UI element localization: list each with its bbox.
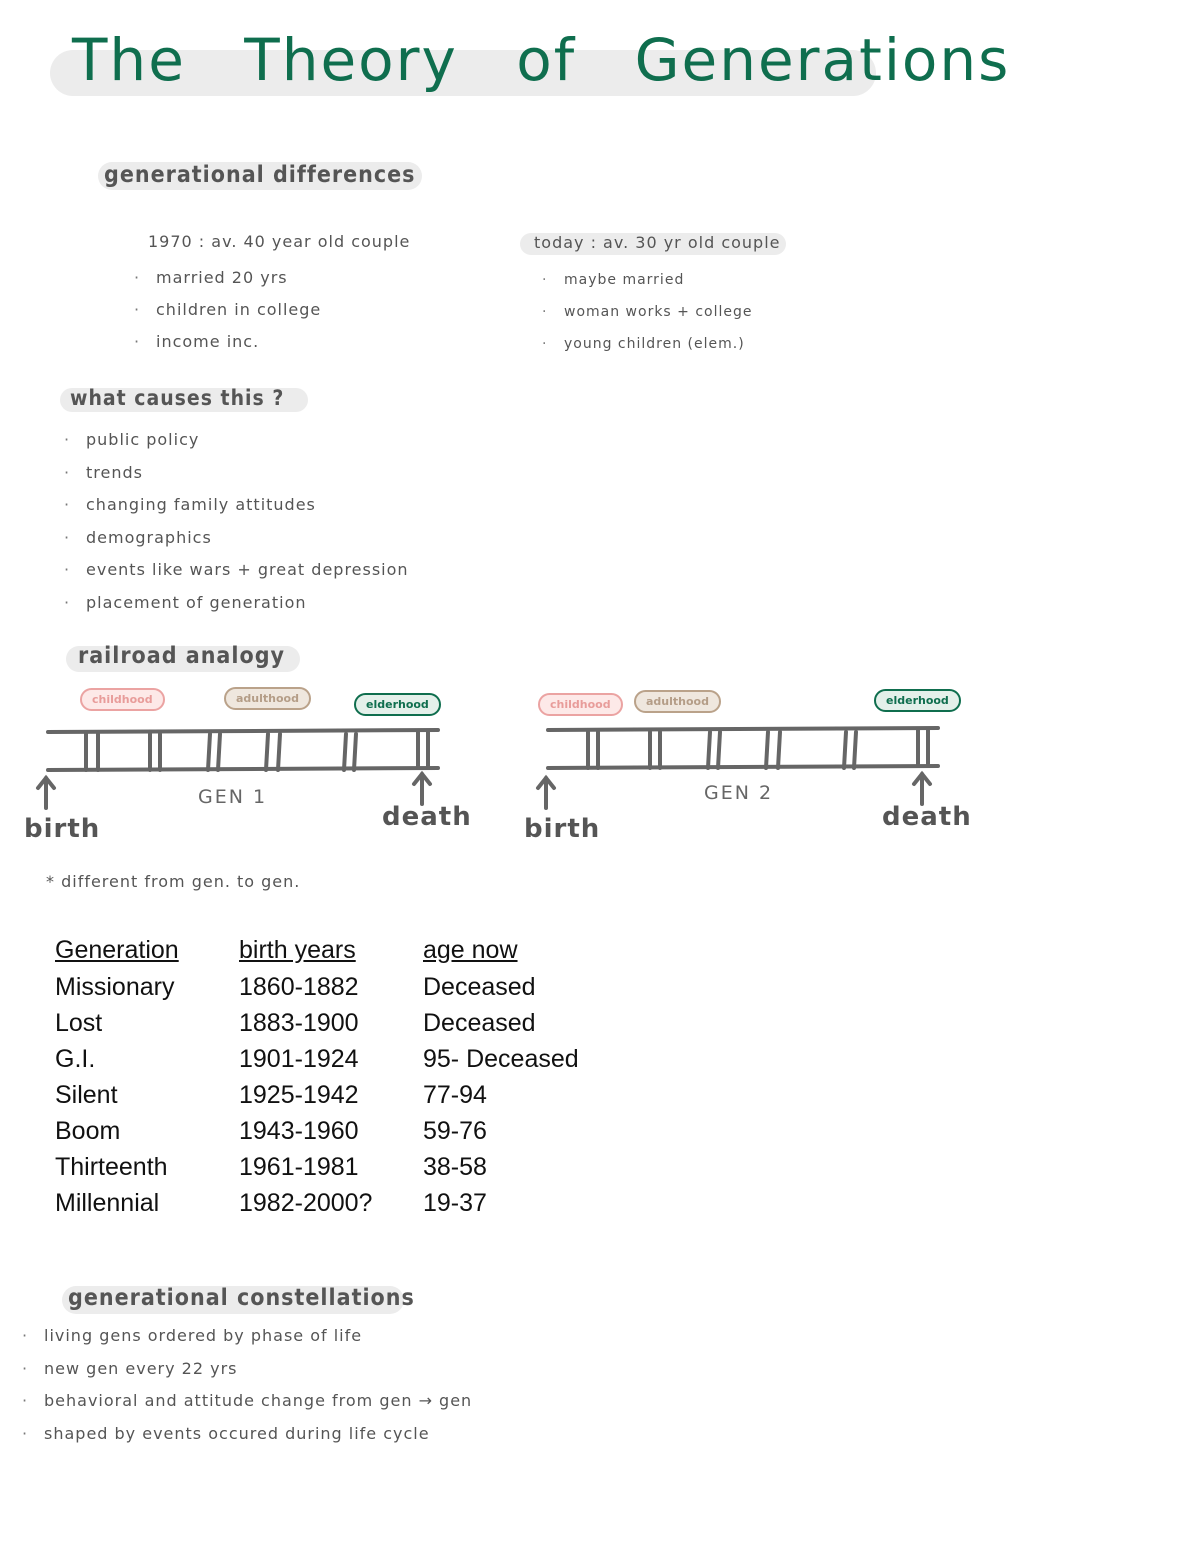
table-row <box>55 1185 623 1221</box>
table-row <box>55 1041 623 1077</box>
gen2-label: GEN 2 <box>704 782 774 804</box>
cell-generation: Silent <box>55 1080 118 1109</box>
list-item: · events like wars + great depression <box>86 554 409 587</box>
list-item: · behavioral and attitude change from gen → gen <box>44 1385 472 1418</box>
left-column-header: 1970 : av. 40 year old couple <box>148 232 411 251</box>
death-label: death <box>382 802 472 832</box>
right-column-list <box>564 264 753 360</box>
heading-generational-constellations: generational constellations <box>68 1285 415 1311</box>
cell-generation: Thirteenth <box>55 1152 168 1181</box>
cell-birth-years: 1943-1960 <box>239 1116 359 1145</box>
cell-generation: Boom <box>55 1116 121 1145</box>
cell-age-now: 59-76 <box>423 1116 487 1145</box>
list-item: · woman works + college <box>564 296 753 328</box>
list-item: · changing family attitudes <box>86 489 409 522</box>
column-header: Generation <box>55 935 179 964</box>
table-row <box>55 1113 623 1149</box>
pill-elderhood: elderhood <box>354 693 441 716</box>
generations-table <box>55 932 623 1221</box>
pill-adulthood: adulthood <box>224 687 311 710</box>
table-header-row <box>55 932 623 969</box>
cell-age-now: 95- Deceased <box>423 1044 579 1073</box>
right-column-header: today : av. 30 yr old couple <box>534 233 781 252</box>
constellations-list <box>44 1320 472 1450</box>
list-item: · young children (elem.) <box>564 328 753 360</box>
cell-age-now: 77-94 <box>423 1080 487 1109</box>
cell-birth-years: 1860-1882 <box>239 972 359 1001</box>
gen1-label: GEN 1 <box>198 786 268 808</box>
cell-birth-years: 1961-1981 <box>239 1152 359 1181</box>
list-item: · children in college <box>156 294 321 326</box>
list-item: · maybe married <box>564 264 753 296</box>
table-row <box>55 969 623 1005</box>
cell-generation: Missionary <box>55 972 175 1001</box>
cell-age-now: Deceased <box>423 972 536 1001</box>
cell-birth-years: 1982-2000? <box>239 1188 373 1217</box>
list-item: · demographics <box>86 522 409 555</box>
column-header: birth years <box>239 935 356 964</box>
cell-birth-years: 1901-1924 <box>239 1044 359 1073</box>
railroad-note: * different from gen. to gen. <box>46 872 301 891</box>
causes-list <box>86 424 409 619</box>
list-item: · new gen every 22 yrs <box>44 1353 472 1386</box>
birth-label: birth <box>524 814 601 844</box>
pill-elderhood: elderhood <box>874 689 961 712</box>
cell-birth-years: 1925-1942 <box>239 1080 359 1109</box>
cell-generation: Millennial <box>55 1188 160 1217</box>
cell-age-now: 19-37 <box>423 1188 487 1217</box>
cell-birth-years: 1883-1900 <box>239 1008 359 1037</box>
pill-adulthood: adulthood <box>634 690 721 713</box>
pill-childhood: childhood <box>538 693 623 716</box>
cell-age-now: 38-58 <box>423 1152 487 1181</box>
table-row <box>55 1005 623 1041</box>
cell-generation: G.I. <box>55 1044 96 1073</box>
death-label: death <box>882 802 972 832</box>
table-row <box>55 1077 623 1113</box>
birth-label: birth <box>24 814 101 844</box>
heading-what-causes: what causes this ? <box>70 386 285 410</box>
list-item: · public policy <box>86 424 409 457</box>
list-item: · placement of generation <box>86 587 409 620</box>
heading-railroad-analogy: railroad analogy <box>78 643 285 669</box>
left-column-list <box>156 262 321 358</box>
page-title: The Theory of Generations <box>72 26 1011 94</box>
railroad-tracks <box>0 720 1000 810</box>
list-item: · shaped by events occured during life cycle <box>44 1418 472 1451</box>
cell-age-now: Deceased <box>423 1008 536 1037</box>
list-item: · living gens ordered by phase of life <box>44 1320 472 1353</box>
list-item: · married 20 yrs <box>156 262 321 294</box>
heading-generational-differences: generational differences <box>104 162 416 188</box>
list-item: · trends <box>86 457 409 490</box>
column-header: age now <box>423 935 518 964</box>
list-item: · income inc. <box>156 326 321 358</box>
table-row <box>55 1149 623 1185</box>
cell-generation: Lost <box>55 1008 103 1037</box>
pill-childhood: childhood <box>80 688 165 711</box>
